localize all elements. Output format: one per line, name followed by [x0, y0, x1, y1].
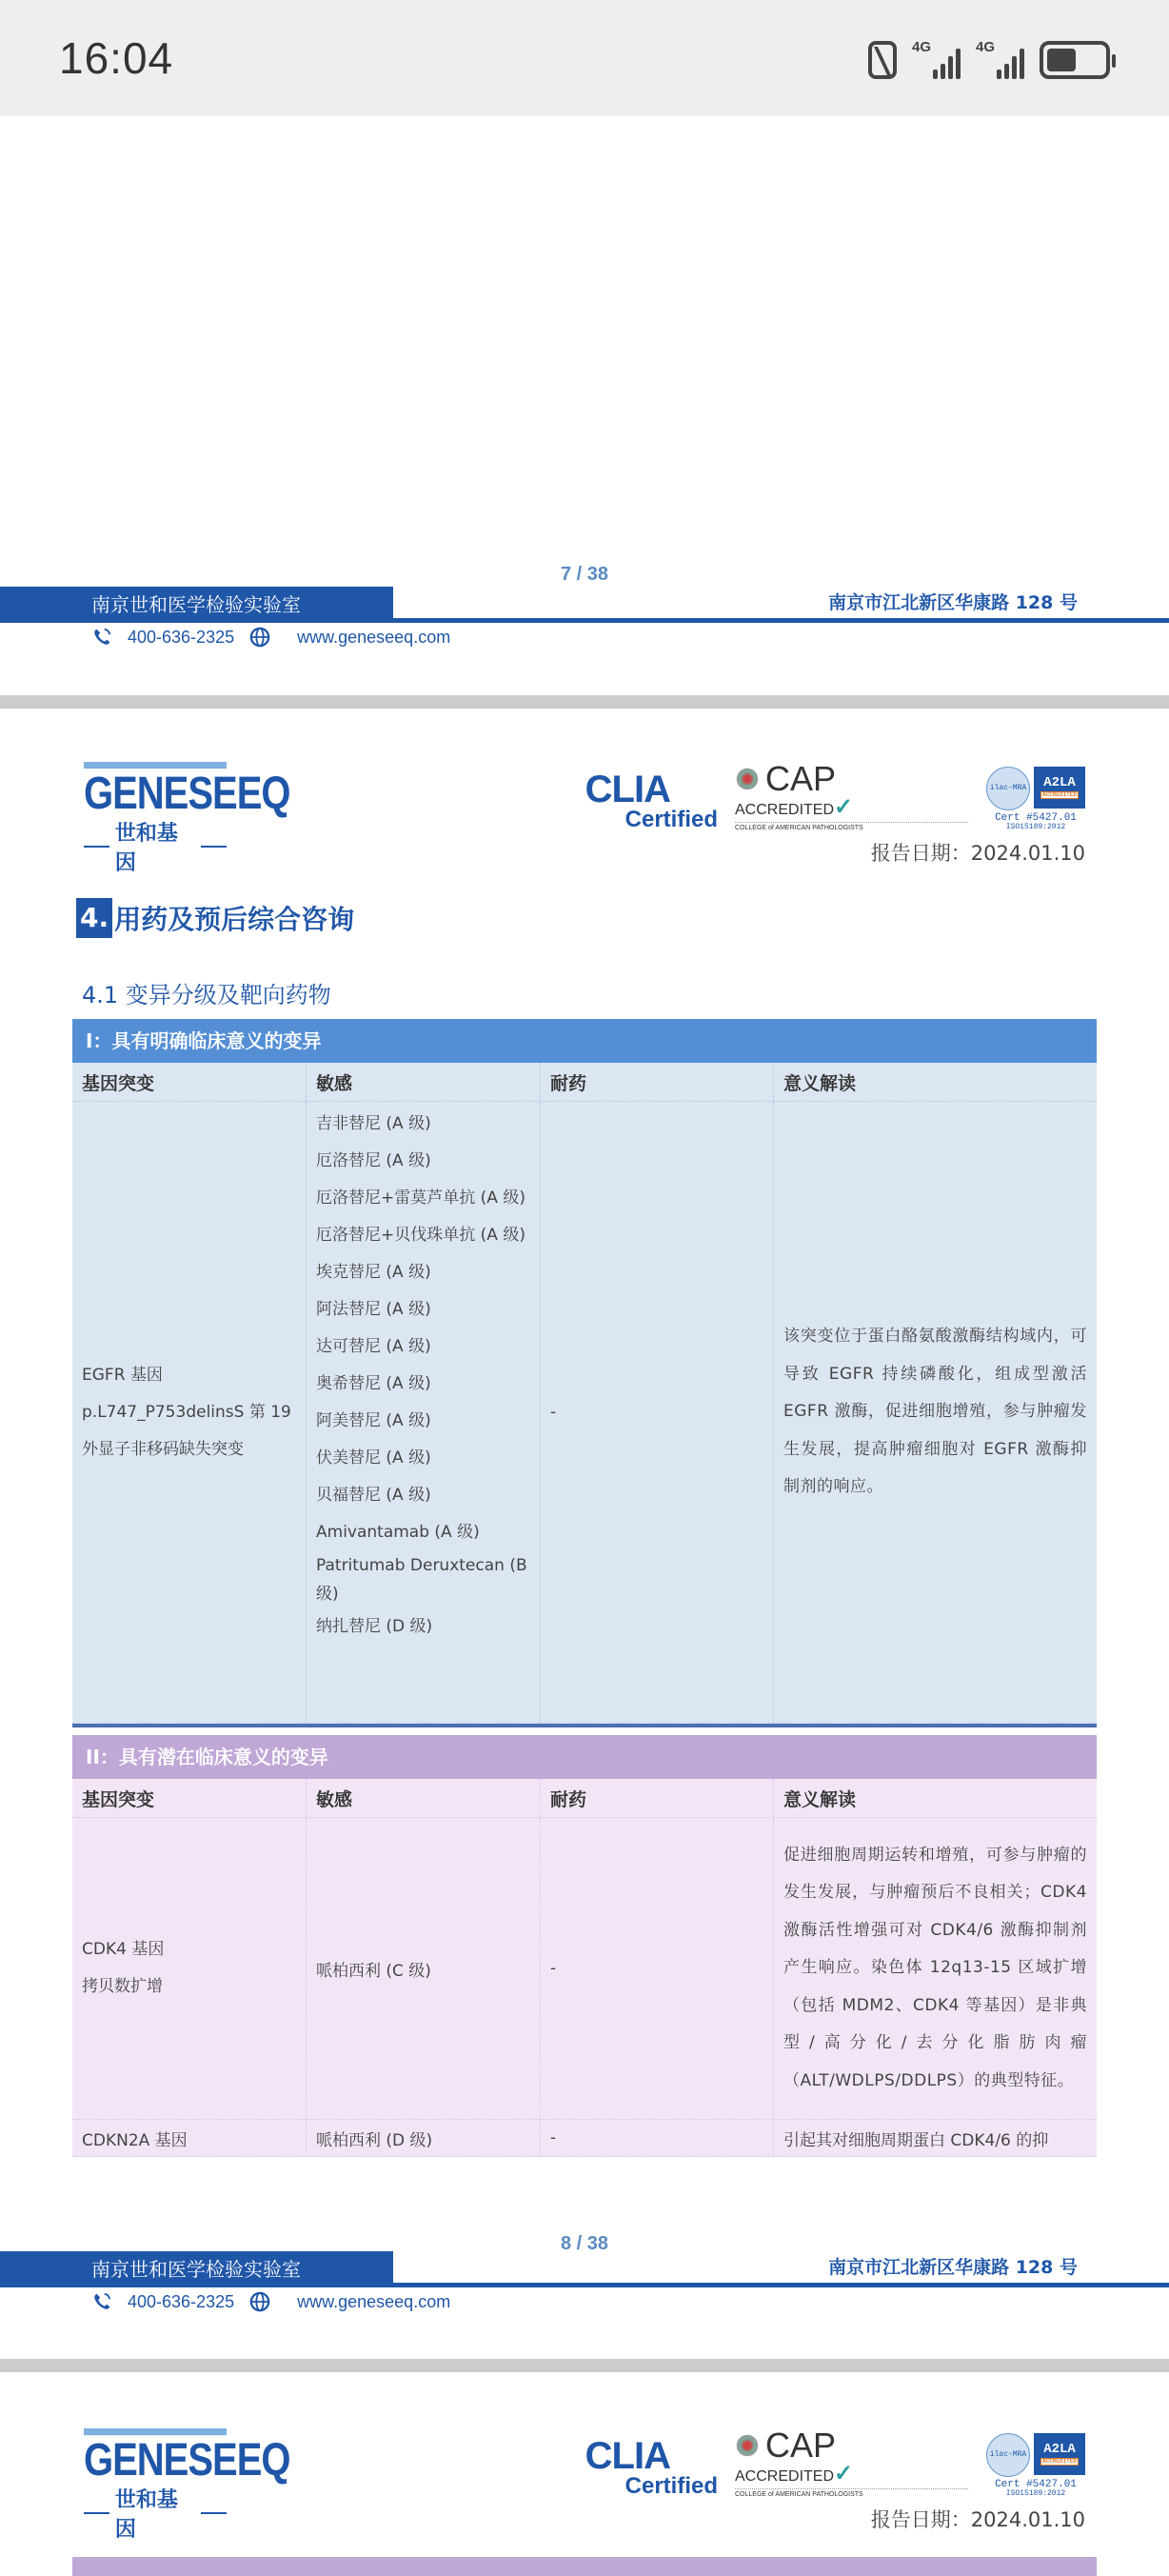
tier1-table	[72, 1019, 1097, 1727]
clock: 16:04	[59, 33, 174, 83]
gene-cell: EGFR 基因 p.L747_P753delinsS 第 19 外显子非移码缺失突变	[82, 1365, 291, 1459]
page-number: 7 / 38	[560, 564, 609, 585]
a2la-logo: ilac-MRA A2LA ACCREDITED Cert #5427.01 ISO15189:2012	[986, 767, 1085, 831]
website-link[interactable]: www.geneseeq.com	[297, 2291, 451, 2311]
phone-icon	[91, 2291, 112, 2312]
nfc-icon	[868, 41, 897, 79]
tier2-band: II：具有潜在临床意义的变异	[72, 1735, 1097, 1779]
geneseeq-logo: GENESEEQ 世和基因	[84, 2428, 227, 2543]
lab-address: 南京市江北新区华康路 128 号	[828, 2257, 1078, 2278]
battery-icon	[1040, 41, 1110, 79]
signal-4g-sim1-icon: 4G	[912, 41, 961, 79]
table-header-row: 基因突变 敏感 耐药 意义解读	[72, 1779, 1097, 1818]
accreditation-logos	[584, 759, 1085, 832]
cap-logo: CAP ACCREDITED✓ COLLEGE of AMERICAN PATHOLOGISTS	[735, 762, 969, 831]
tier-band-partial	[72, 2557, 1097, 2576]
signal-4g-sim2-icon: 4G	[976, 41, 1024, 79]
footer-contact	[91, 627, 450, 648]
accreditation-logos	[585, 2428, 1085, 2498]
page-number: 8 / 38	[560, 2233, 609, 2254]
page-footer-band	[0, 587, 1169, 623]
table-row	[72, 2120, 1097, 2157]
section-title	[76, 898, 354, 938]
tier1-band: I：具有明确临床意义的变异	[72, 1019, 1097, 1063]
resistant-cell: -	[540, 1102, 773, 1723]
globe-icon	[249, 2291, 270, 2312]
interpretation-cell: 促进细胞周期运转和增殖，可参与肿瘤的发生发展，与肿瘤预后不良相关；CDK4 激酶活性增强可对 CDK4/6 激酶抑制剂产生响应。染色体 12q13-15 区域扩增（包括 MDM2、CDK4 等基因）是非典型/高分化/去分化脂肪肉瘤（ALT/WDLPS/DDLPS）的典型特征。	[773, 1818, 1097, 2119]
lab-address: 南京市江北新区华康路 128 号	[828, 592, 1078, 613]
gene-cell: CDKN2A 基因	[82, 2130, 188, 2150]
sensitive-drugs-cell: 吉非替尼 (A 级) 厄洛替尼 (A 级) 厄洛替尼+雷莫芦单抗 (A 级) 厄洛替尼+贝伐珠单抗 (A 级) 埃克替尼 (A 级) 阿法替尼 (A 级) 达可替尼 (A 级) 奥希替尼 (A 级) 阿美替尼 (A 级) 伏美替尼 (A 级) 贝福替尼 (A 级) Amivantamab (A 级) Patritumab Deruxtecan (B 级) 纳扎替尼 (D 级)	[306, 1102, 540, 1723]
footer-contact	[91, 2291, 450, 2312]
table-header-row: 基因突变 敏感 耐药 意义解读	[72, 1063, 1097, 1102]
section-number: 4.	[76, 898, 112, 938]
cap-logo: CAP ACCREDITED✓ COLLEGE of AMERICAN PATHOLOGISTS	[735, 2428, 969, 2498]
lab-name: 南京世和医学检验实验室	[0, 2251, 393, 2287]
tier2-table	[72, 1735, 1097, 2157]
sensitive-drugs-cell: 哌柏西利 (C 级)	[306, 1818, 540, 2119]
geneseeq-logo: GENESEEQ 世和基因	[84, 762, 227, 876]
resistant-cell: -	[540, 2120, 773, 2156]
table-row	[72, 1102, 1097, 1724]
phone-number: 400-636-2325	[128, 627, 235, 647]
table-row	[72, 1818, 1097, 2120]
status-bar	[0, 0, 1169, 116]
interpretation-cell: 该突变位于蛋白酪氨酸激酶结构域内，可导致 EGFR 持续磷酸化，组成型激活 EGFR 激酶，促进细胞增殖，参与肿瘤发生发展，提高肿瘤细胞对 EGFR 激酶抑制剂的响应。	[773, 1102, 1097, 1723]
website-link[interactable]: www.geneseeq.com	[297, 627, 451, 647]
interpretation-cell: 引起其对细胞周期蛋白 CDK4/6 的抑	[773, 2120, 1097, 2156]
page-footer-band	[0, 2251, 1169, 2287]
report-date: 报告日期：2024.01.10	[870, 842, 1085, 865]
page-separator	[0, 2359, 1169, 2372]
subsection-title: 4.1 变异分级及靶向药物	[82, 982, 331, 1008]
resistant-cell: -	[540, 1818, 773, 2119]
a2la-logo: ilac-MRA A2LA ACCREDITED Cert #5427.01 ISO15189:2012	[986, 2433, 1085, 2498]
report-date: 报告日期：2024.01.10	[870, 2508, 1085, 2531]
table-bottom-border	[72, 1724, 1097, 1727]
status-icons	[868, 36, 1110, 84]
globe-icon	[249, 627, 270, 648]
clia-logo: CLIA Certified	[584, 769, 718, 832]
phone-number: 400-636-2325	[128, 2291, 235, 2311]
gene-cell: CDK4 基因 拷贝数扩增	[82, 1940, 165, 1996]
sensitive-drugs-cell: 哌柏西利 (D 级)	[306, 2120, 540, 2156]
clia-logo: CLIA Certified	[584, 2435, 718, 2499]
lab-name: 南京世和医学检验实验室	[0, 587, 393, 623]
section-heading: 用药及预后综合咨询	[114, 904, 355, 935]
phone-icon	[91, 627, 112, 648]
page-separator	[0, 695, 1169, 709]
